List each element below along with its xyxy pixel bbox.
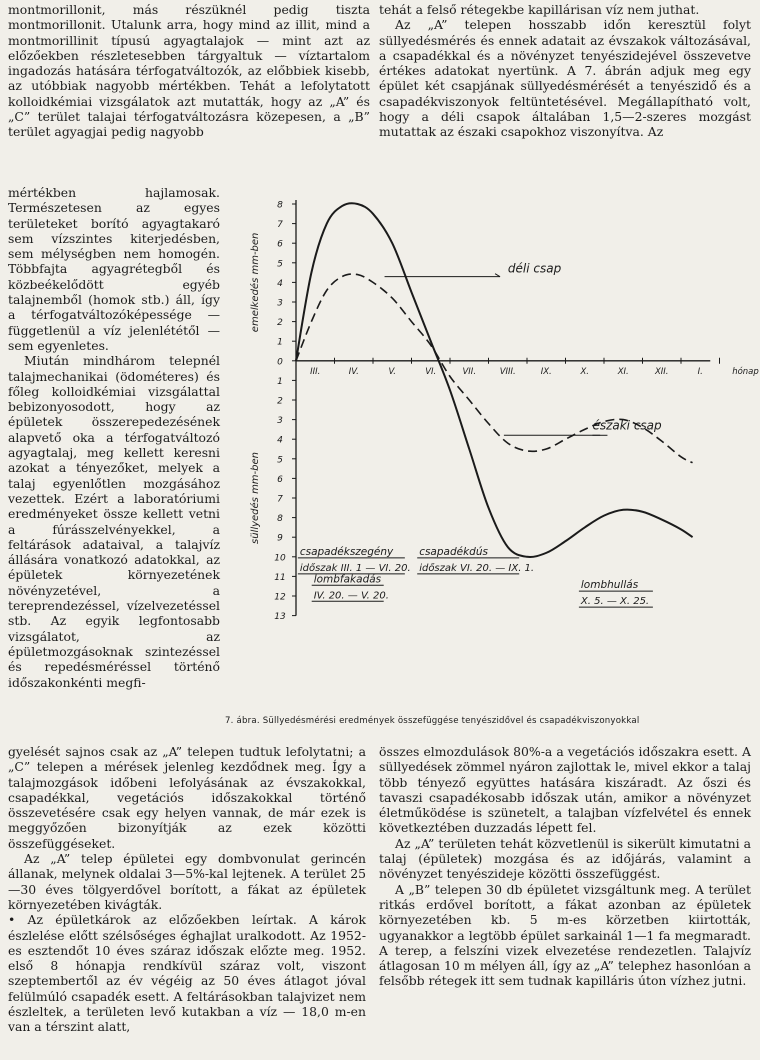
text-column-right-bottom — [379, 744, 751, 989]
y-tick-label: 9 — [277, 533, 283, 544]
figure-7 — [218, 194, 759, 744]
annot-dry-period: időszak III. 1 — VI. 20. — [299, 562, 411, 574]
y-tick-label: 6 — [277, 474, 283, 485]
y-tick-label: 8 — [277, 200, 283, 211]
annot-wet-period: időszak VI. 20. — IX. 1. — [419, 562, 535, 574]
x-tick-label: XII. — [654, 366, 669, 377]
y-tick-label: 4 — [277, 435, 283, 446]
y-label-rise: emelkedés mm-ben — [250, 232, 261, 333]
text-column-left-top — [8, 2, 370, 140]
paragraph: tehát a felső rétegekbe kapillárisan víz nem juthat. — [379, 2, 700, 17]
annot-wet-title: csapadékdús — [419, 545, 488, 558]
x-tick-label: X. — [580, 366, 590, 377]
y-tick-label: 0 — [277, 357, 283, 368]
y-tick-label: 2 — [277, 396, 283, 407]
annot-leaf-fall-title: lombhullás — [580, 579, 639, 592]
y-tick-label: 7 — [277, 494, 283, 505]
y-tick-label: 8 — [277, 514, 283, 525]
paragraph: Az „A” telepen hosszabb időn keresztül folyt süllyedésmérés és ennek adatait az évszakok változásával, a csapadékkal és a növényzet tenyészidejével összevetve értékes adatokat nyertünk. A 7. ábrán adjuk meg egy épület két csapjának süllyedésmérését a tenyészidő és a csapadékviszonyok feltüntetésével. Megállapítható volt, hogy a déli csapok általában 1,5—2-szeres mozgást mutattak az északi csapokhoz viszonyítva. Az — [379, 17, 751, 140]
y-tick-label: 1 — [277, 337, 283, 348]
x-tick-label: VI. — [425, 366, 437, 377]
y-tick-label: 2 — [277, 318, 283, 329]
y-tick-label: 12 — [274, 592, 286, 603]
y-tick-label: 13 — [274, 612, 286, 623]
series-label-deli: déli csap — [507, 261, 562, 276]
x-tick-label: IX. — [540, 366, 552, 377]
settlement-chart — [218, 194, 759, 714]
y-tick-label: 1 — [277, 376, 283, 387]
paragraph: Miután mindhárom telepnél talajmechanikai (ödométeres) és főleg kolloidkémiai vizsgálattal bebizonyosodott, hogy az épületek összerepedezésének alapvető oka a térfogatváltozó agyagtalaj, meg kellett keresni azokat a tényezőket, melyek a talaj egyenlőtlen mozgásához vezettek. Ezért a laboratóriumi eredményeket össze kellett vetni a fúrásszelvényekkel, a feltárások adataival, a talajvíz állására vonatkozó adatokkal, az épületek környezetének növényzetével, a tereprendezéssel, vízelvezetéssel stb. Az egyik legfontosabb vizsgálatot, az épületmozgásoknak szintezéssel és repedésméréssel történő időszakonkénti megfi- — [8, 353, 220, 690]
x-tick-label: XI. — [617, 366, 629, 377]
annot-leaf-fall-period: X. 5. — X. 25. — [580, 596, 650, 608]
y-tick-label: 5 — [277, 259, 283, 270]
paragraph: montmorillonit, más részüknél pedig tiszta montmorillonit. Utalunk arra, hogy mind az illit, mind a montmorillinit típusú agyagtalajok — mint azt az előzőekben részletesebben tárgyaltuk — víztartalom ingadozás hatására térfogatváltozók, az előbbiek kisebb, az utóbbiak nagyobb mértékben. Tehát a lefolytatott kolloidkémiai vizsgálatok azt mutatták, hogy az „A” és „C” terület talajai térfogatváltozásra közepesen, a „B” terület agyagjai pedig nagyobb — [8, 2, 370, 140]
paragraph: gyelését sajnos csak az „A” telepen tudtuk lefolytatni; a „C” telepen a mérések jelenleg kezdődnek meg. Így a talajmozgások időbeni lefolyásának az évszakokkal, csapadékkal, vegetációs időszakokkal történő összevetésére csak egy helyen vannak, de már ezek is meggyőzően bizonyítják az ezek közötti összefüggéseket. — [8, 744, 366, 851]
y-tick-label: 10 — [274, 553, 286, 564]
figure-caption: 7. ábra. Süllyedésmérési eredmények összefüggése tenyészidővel és csapadékviszonyokkal — [225, 716, 640, 726]
x-tick-label: III. — [310, 366, 321, 377]
y-label-settle: süllyedés mm-ben — [250, 452, 261, 544]
text-column-left-bottom — [8, 744, 366, 1035]
x-tick-label: I. — [697, 366, 703, 377]
y-tick-label: 11 — [274, 572, 286, 583]
annot-dry-title: csapadékszegény — [299, 545, 394, 558]
y-tick-label: 3 — [277, 416, 283, 427]
y-tick-label: 3 — [277, 298, 283, 309]
paragraph: összes elmozdulások 80%-a a vegetációs időszakra esett. A süllyedések zömmel nyáron zajlottak le, mivel ekkor a talaj több tényező együttes hatására kiszáradt. Az őszi és tavaszi csapadékosabb időszak után, amikor a növényzet életműködése is szünetelt, a talajban vízfelvétel és ennek következtében duzzadás lépett fel. — [379, 744, 751, 836]
paragraph: • Az épületkárok az előzőekben leírtak. A károk észlelése előtt szélsőséges éghajlat uralkodott. Az 1952-es esztendőt 10 éves száraz időszak előzte meg. 1952. első 8 hónapja rendkívül száraz volt, viszont szeptembertől az év végéig az 50 éves átlagot jóval felülmúló csapadék esett. A feltárásokban talajvizet nem észleltek, a területen levő kutakban a víz — 18,0 m-en van a térszint alatt, — [8, 912, 366, 1035]
x-tick-label: VII. — [462, 366, 477, 377]
chart-labels — [249, 201, 759, 623]
y-tick-label: 5 — [277, 455, 283, 466]
y-tick-label: 6 — [277, 239, 283, 250]
series-label-eszaki: északi csap — [592, 418, 662, 433]
annot-leaf-out-period: IV. 20. — V. 20. — [313, 590, 389, 602]
paragraph: A „B” telepen 30 db épületet vizsgáltunk meg. A terület ritkás erdővel borított, a fákat azonban az épületek környezetében kb. 5 m-es körzetben kiirtották, ugyanakkor a legtöbb épület sarkainál 1—1 fa megmaradt. A terep, a felszíni vizek elvezetése rendezetlen. Talajvíz átlagosan 10 m mélyen áll, így az „A” telephez hasonlóan a felsőbb rétegek itt sem tudnak kapilláris úton vízhez jutni. — [379, 881, 751, 989]
y-tick-label: 4 — [277, 278, 283, 289]
x-tick-label: IV. — [348, 366, 359, 377]
x-tick-label: VIII. — [499, 366, 516, 377]
paragraph: Az „A” telep épületei egy dombvonulat gerincén állanak, melynek oldalai 3—5%-kal lejtenek. A terület 25—30 éves tölgyerdővel borított, a fákat az épületek környezetében kivágták. — [8, 851, 366, 912]
series-eszaki-csap-line — [296, 203, 693, 557]
paragraph: Az „A” területen tehát közvetlenül is sikerült kimutatni a talaj (épületek) mozgása és az időjárás, valamint a növényzet tenyészideje közötti összefüggést. — [379, 835, 751, 882]
x-axis-unit: hónap — [732, 366, 759, 377]
text-column-right-top — [379, 2, 751, 140]
y-tick-label: 7 — [277, 220, 283, 231]
paragraph: mértékben hajlamosak. Természetesen az egyes területeket borító agyagtakaró sem vízszintes kiterjedésben, sem mélységben nem homogén. Többfajta agyagrétegből és közbeékelődött egyéb talajnemből (homok stb.) áll, így a térfogatváltozóképessége — függetlenül a víz jelenlététől — sem egyenletes. — [8, 185, 220, 353]
annot-leaf-out-title: lombfakadás — [313, 573, 382, 586]
x-tick-label: V. — [388, 366, 397, 377]
text-column-left-narrow — [8, 185, 220, 690]
